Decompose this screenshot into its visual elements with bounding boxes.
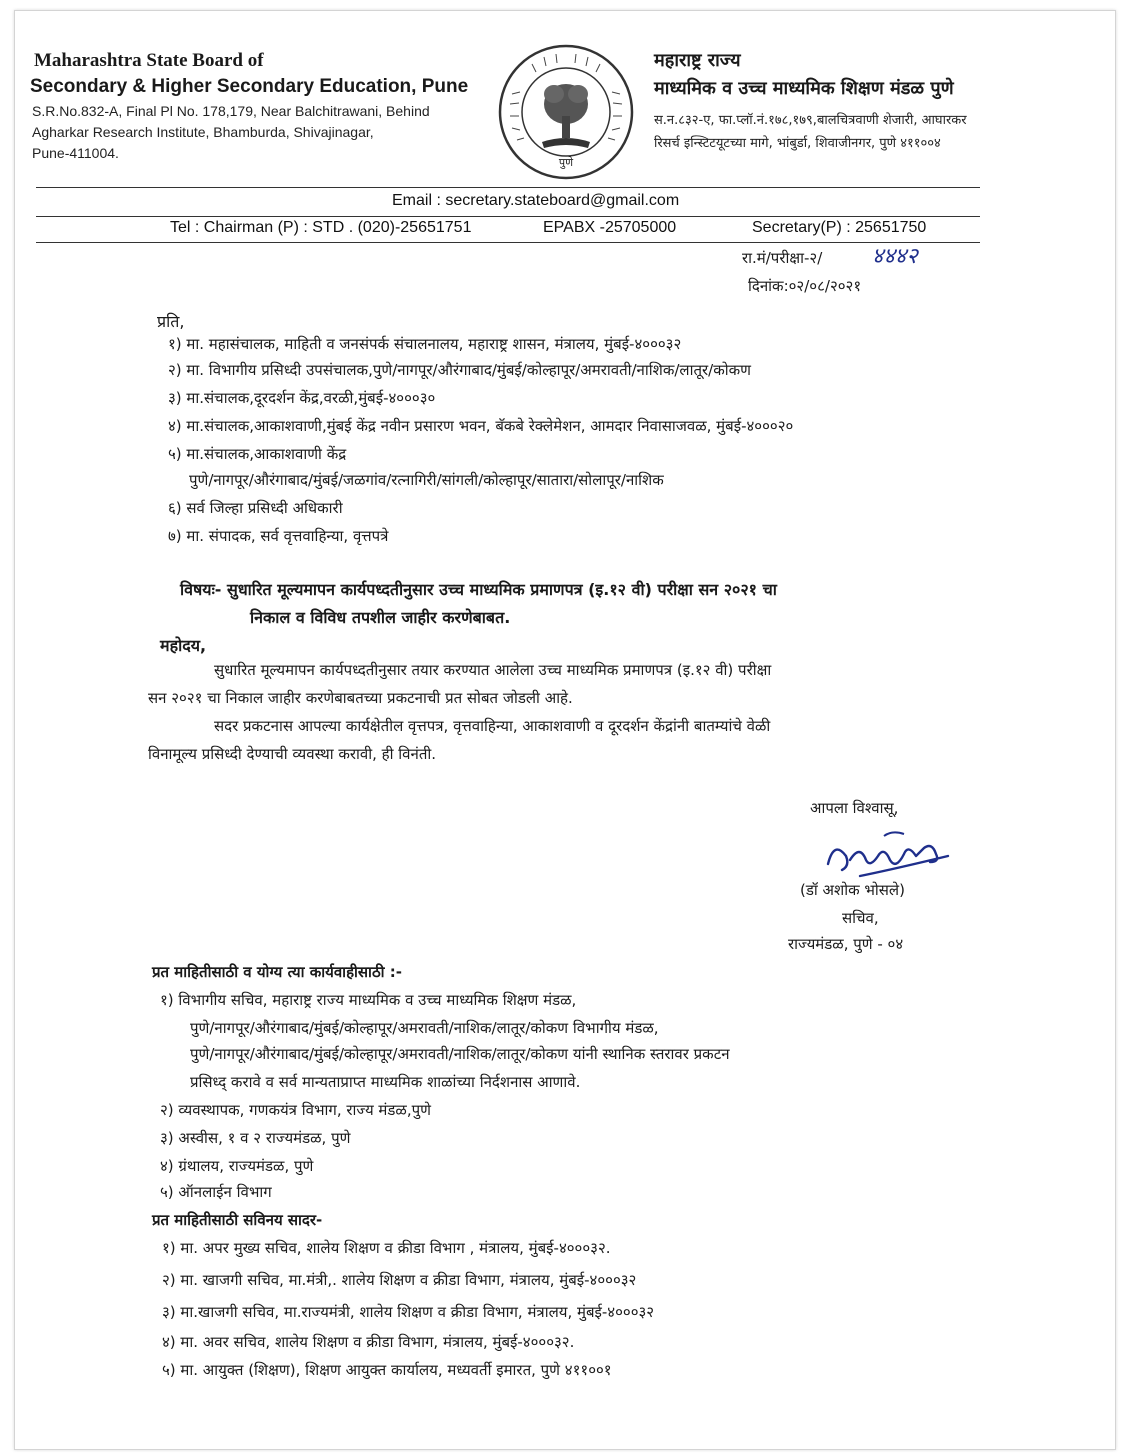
recipient-item: ६) सर्व जिल्हा प्रसिध्दी अधिकारी	[168, 499, 343, 517]
copy-action-item: १) विभागीय सचिव, महाराष्ट्र राज्य माध्यमिक व उच्च माध्यमिक शिक्षण मंडळ,	[160, 991, 577, 1009]
copy-action-item: प्रसिध्द् करावे व सर्व मान्यताप्राप्त माध्यमिक शाळांच्या निर्दशनास आणावे.	[190, 1073, 581, 1091]
copy-info-item: ३) मा.खाजगी सचिव, मा.राज्यमंत्री, शालेय शिक्षण व क्रीडा विभाग, मंत्रालय, मुंबई-४०००३२	[162, 1303, 655, 1321]
header-rule-top	[36, 187, 980, 188]
letterhead-en-address-2: Agharkar Research Institute, Bhamburda, Shivajinagar,	[32, 124, 374, 140]
body-paragraph-2-line-2: विनामूल्य प्रसिध्दी देण्याची व्यवस्था करावी, ही विनंती.	[148, 745, 437, 763]
signatory-office: राज्यमंडळ, पुणे - ०४	[788, 935, 904, 953]
copy-info-item: २) मा. खाजगी सचिव, मा.मंत्री,. शालेय शिक्षण व क्रीडा विभाग, मंत्रालय, मुंबई-४०००३२	[162, 1271, 637, 1289]
seal-label: पुणे	[558, 156, 574, 169]
letterhead-en-line1: Maharashtra State Board of	[34, 50, 264, 71]
copy-info-item: ४) मा. अवर सचिव, शालेय शिक्षण व क्रीडा विभाग, मंत्रालय, मुंबई-४०००३२.	[162, 1333, 575, 1351]
recipients-heading: प्रति,	[157, 312, 185, 331]
copy-action-item: ५) ऑनलाईन विभाग	[160, 1183, 272, 1201]
recipient-item: ४) मा.संचालक,आकाशवाणी,मुंबई केंद्र नवीन प्रसारण भवन, बॅकबे रेक्लेमेशन, आमदार निवासाजवळ, मुंबई-४०००२०	[168, 417, 794, 435]
recipient-item: ५) मा.संचालक,आकाशवाणी केंद्र	[168, 445, 347, 463]
recipient-item: पुणे/नागपूर/औरंगाबाद/मुंबई/जळगांव/रत्नागिरी/सांगली/कोल्हापूर/सातारा/सोलापूर/नाशिक	[189, 471, 664, 489]
contact-email: Email : secretary.stateboard@gmail.com	[392, 192, 680, 209]
copy-action-item: पुणे/नागपूर/औरंगाबाद/मुंबई/कोल्हापूर/अमरावती/नाशिक/लातूर/कोकण यांनी स्थानिक स्तरावर प्रकटन	[190, 1045, 730, 1063]
body-paragraph-2-line-1: सदर प्रकटनास आपल्या कार्यक्षेतील वृत्तपत्र, वृत्तवाहिन्या, आकाशवाणी व दूरदर्शन केंद्रांनी बातम्यांचे वेळी	[214, 717, 771, 735]
header-rule-bottom	[36, 242, 980, 243]
contact-secretary: Secretary(P) : 25651750	[752, 219, 927, 236]
contact-epabx: EPABX -25705000	[543, 219, 677, 236]
salutation: महोदय,	[160, 636, 207, 655]
copy-action-item: २) व्यवस्थापक, गणकयंत्र विभाग, राज्य मंडळ,पुणे	[160, 1101, 431, 1119]
copy-action-item: पुणे/नागपूर/औरंगाबाद/मुंबई/कोल्हापूर/अमरावती/नाशिक/लातूर/कोकण विभागीय मंडळ,	[190, 1019, 659, 1037]
subject-line-1: विषयः- सुधारित मूल्यमापन कार्यपध्दतीनुसार उच्च माध्यमिक प्रमाणपत्र (इ.१२ वी) परीक्षा सन २०२१ चा	[180, 580, 777, 599]
signatory-name: (डॉ अशोक भोसले)	[800, 881, 905, 899]
handwritten-signature	[820, 826, 960, 886]
letter-date: दिनांक:०२/०८/२०२१	[748, 277, 862, 295]
letterhead-en-address-1: S.R.No.832-A, Final Pl No. 178,179, Near Balchitrawani, Behind	[32, 103, 430, 119]
letterhead-mr-address-2: रिसर्च इन्स्टिटयूटच्या मागे, भांबुर्डा, शिवाजीनगर, पुणे ४११००४	[654, 136, 941, 151]
signature-closing: आपला विश्वासू,	[810, 799, 899, 817]
letterhead-mr-line1: महाराष्ट्र राज्य	[654, 50, 741, 71]
subject-line-2: निकाल व विविध तपशील जाहीर करणेबाबत.	[250, 608, 511, 627]
recipient-item: ७) मा. संपादक, सर्व वृत्तवाहिन्या, वृत्तपत्रे	[168, 527, 389, 545]
letterhead-mr-line2: माध्यमिक व उच्च माध्यमिक शिक्षण मंडळ पुणे	[654, 78, 954, 99]
reference-number: रा.मं/परीक्षा-२/	[742, 249, 823, 267]
body-paragraph-1-line-2: सन २०२१ चा निकाल जाहीर करणेबाबतच्या प्रकटनाची प्रत सोबत जोडली आहे.	[148, 689, 573, 707]
copy-action-item: ४) ग्रंथालय, राज्यमंडळ, पुणे	[160, 1157, 314, 1175]
board-seal-icon	[492, 42, 640, 182]
copy-info-heading: प्रत माहितीसाठी सविनय सादर-	[152, 1211, 323, 1229]
copy-action-item: ३) अस्वीस, १ व २ राज्यमंडळ, पुणे	[160, 1129, 351, 1147]
recipient-item: ३) मा.संचालक,दूरदर्शन केंद्र,वरळी,मुंबई-४०००३०	[168, 389, 436, 407]
recipient-item: २) मा. विभागीय प्रसिध्दी उपसंचालक,पुणे/नागपूर/औरंगाबाद/मुंबई/कोल्हापूर/अमरावती/नाशिक/लातूर/कोकण	[168, 361, 751, 379]
body-paragraph-1-line-1: सुधारित मूल्यमापन कार्यपध्दतीनुसार तयार करण्यात आलेला उच्च माध्यमिक प्रमाणपत्र (इ.१२ वी) परीक्षा	[214, 661, 772, 679]
letterhead-en-line2: Secondary & Higher Secondary Education, Pune	[30, 76, 469, 97]
letterhead-en-address-3: Pune-411004.	[32, 145, 119, 161]
copy-action-heading: प्रत माहितीसाठी व योग्य त्या कार्यवाहीसाठी :-	[152, 963, 402, 981]
reference-handwritten-number: ४४४२	[872, 244, 918, 269]
signatory-designation: सचिव,	[842, 909, 879, 927]
contact-tel-chairman: Tel : Chairman (P) : STD . (020)-25651751	[170, 219, 472, 236]
letterhead-mr-address-1: स.न.८३२-ए, फा.प्लॉ.नं.१७८,१७९,बालचित्रवाणी शेजारी, आघारकर	[654, 113, 967, 128]
recipient-item: १) मा. महासंचालक, माहिती व जनसंपर्क संचालनालय, महाराष्ट्र शासन, मंत्रालय, मुंबई-४०००३२	[168, 335, 682, 353]
copy-info-item: १) मा. अपर मुख्य सचिव, शालेय शिक्षण व क्रीडा विभाग , मंत्रालय, मुंबई-४०००३२.	[162, 1239, 611, 1257]
copy-info-item: ५) मा. आयुक्त (शिक्षण), शिक्षण आयुक्त कार्यालय, मध्यवर्ती इमारत, पुणे ४११००१	[162, 1361, 612, 1379]
header-rule-middle	[36, 216, 980, 217]
